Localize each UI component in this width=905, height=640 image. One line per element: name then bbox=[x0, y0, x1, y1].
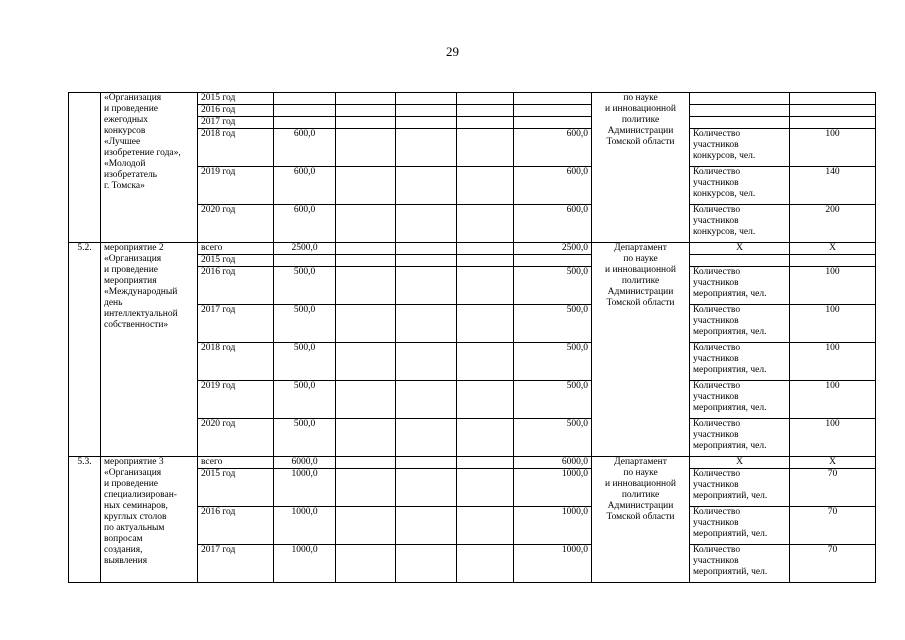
indicator-value: 70 bbox=[790, 545, 876, 583]
indicator-value: X bbox=[790, 243, 876, 255]
regional-budget-amount: 600,0 bbox=[514, 167, 592, 205]
indicator-name: Количество участников мероприятий, чел. bbox=[690, 469, 790, 507]
table-row bbox=[69, 93, 876, 105]
year-cell: 2019 год bbox=[198, 167, 274, 205]
empty-cell bbox=[457, 267, 514, 305]
empty-cell bbox=[457, 469, 514, 507]
table-row bbox=[69, 457, 876, 469]
indicator-name: Количество участников конкурсов, чел. bbox=[690, 129, 790, 167]
empty-cell bbox=[336, 129, 396, 167]
indicator-value bbox=[790, 105, 876, 117]
empty-cell bbox=[396, 205, 457, 243]
year-cell: всего bbox=[198, 243, 274, 255]
year-cell: 2015 год bbox=[198, 93, 274, 105]
empty-cell bbox=[457, 419, 514, 457]
empty-cell bbox=[396, 419, 457, 457]
total-amount: 6000,0 bbox=[274, 457, 336, 469]
indicator-name bbox=[690, 117, 790, 129]
year-cell: 2018 год bbox=[198, 129, 274, 167]
total-amount: 500,0 bbox=[274, 267, 336, 305]
empty-cell bbox=[336, 457, 396, 469]
year-cell: 2015 год bbox=[198, 255, 274, 267]
total-amount: 1000,0 bbox=[274, 545, 336, 583]
empty-cell bbox=[457, 305, 514, 343]
empty-cell bbox=[396, 93, 457, 105]
empty-cell bbox=[396, 117, 457, 129]
empty-cell bbox=[457, 381, 514, 419]
empty-cell bbox=[336, 117, 396, 129]
indicator-name: Количество участников мероприятия, чел. bbox=[690, 381, 790, 419]
indicator-name: Количество участников мероприятия, чел. bbox=[690, 419, 790, 457]
empty-cell bbox=[457, 343, 514, 381]
empty-cell bbox=[396, 469, 457, 507]
empty-cell bbox=[336, 267, 396, 305]
indicator-value: 100 bbox=[790, 381, 876, 419]
responsible-department: Департамент по науке и инновационной политике Администрации Томской области bbox=[592, 243, 690, 457]
regional-budget-amount: 1000,0 bbox=[514, 545, 592, 583]
empty-cell bbox=[457, 93, 514, 105]
regional-budget-amount: 500,0 bbox=[514, 343, 592, 381]
indicator-name: Количество участников конкурсов, чел. bbox=[690, 167, 790, 205]
year-cell: 2016 год bbox=[198, 105, 274, 117]
regional-budget-amount: 1000,0 bbox=[514, 469, 592, 507]
total-amount: 600,0 bbox=[274, 205, 336, 243]
empty-cell bbox=[396, 343, 457, 381]
regional-budget-amount bbox=[514, 105, 592, 117]
indicator-value: X bbox=[790, 457, 876, 469]
indicator-value: 200 bbox=[790, 205, 876, 243]
indicator-name: Количество участников конкурсов, чел. bbox=[690, 205, 790, 243]
empty-cell bbox=[336, 105, 396, 117]
total-amount: 2500,0 bbox=[274, 243, 336, 255]
total-amount: 500,0 bbox=[274, 381, 336, 419]
empty-cell bbox=[336, 469, 396, 507]
year-cell: 2015 год bbox=[198, 469, 274, 507]
empty-cell bbox=[457, 205, 514, 243]
year-cell: 2017 год bbox=[198, 117, 274, 129]
empty-cell bbox=[457, 243, 514, 255]
empty-cell bbox=[396, 545, 457, 583]
empty-cell bbox=[396, 129, 457, 167]
empty-cell bbox=[457, 117, 514, 129]
total-amount: 1000,0 bbox=[274, 469, 336, 507]
indicator-value bbox=[790, 93, 876, 105]
indicator-value bbox=[790, 255, 876, 267]
empty-cell bbox=[336, 255, 396, 267]
activity-name: «Организация и проведение ежегодных конкурсов «Лучшее изобретение года», «Молодой изобретатель г. Томска» bbox=[101, 93, 198, 243]
empty-cell bbox=[336, 205, 396, 243]
activity-name: мероприятие 3 «Организация и проведение специализирован- ных семинаров, круглых столов по актуальным вопросам создания, выявления bbox=[101, 457, 198, 583]
empty-cell bbox=[396, 167, 457, 205]
regional-budget-amount: 500,0 bbox=[514, 267, 592, 305]
total-amount bbox=[274, 117, 336, 129]
indicator-name: X bbox=[690, 457, 790, 469]
row-number: 5.3. bbox=[69, 457, 101, 583]
responsible-department: по науке и инновационной политике Администрации Томской области bbox=[592, 93, 690, 243]
activity-name: мероприятие 2 «Организация и проведение мероприятия «Международный день интеллектуальной собственности» bbox=[101, 243, 198, 457]
indicator-name bbox=[690, 93, 790, 105]
indicator-value: 70 bbox=[790, 507, 876, 545]
row-number: 5.2. bbox=[69, 243, 101, 457]
regional-budget-amount bbox=[514, 117, 592, 129]
empty-cell bbox=[457, 457, 514, 469]
indicator-name: Количество участников мероприятия, чел. bbox=[690, 343, 790, 381]
empty-cell bbox=[396, 105, 457, 117]
indicator-name: Количество участников мероприятий, чел. bbox=[690, 507, 790, 545]
empty-cell bbox=[336, 545, 396, 583]
indicator-value: 100 bbox=[790, 129, 876, 167]
year-cell: всего bbox=[198, 457, 274, 469]
regional-budget-amount: 500,0 bbox=[514, 305, 592, 343]
empty-cell bbox=[336, 343, 396, 381]
total-amount: 500,0 bbox=[274, 305, 336, 343]
empty-cell bbox=[336, 305, 396, 343]
total-amount bbox=[274, 93, 336, 105]
empty-cell bbox=[336, 381, 396, 419]
total-amount: 1000,0 bbox=[274, 507, 336, 545]
empty-cell bbox=[336, 419, 396, 457]
empty-cell bbox=[457, 167, 514, 205]
empty-cell bbox=[336, 243, 396, 255]
empty-cell bbox=[336, 167, 396, 205]
total-amount: 500,0 bbox=[274, 343, 336, 381]
year-cell: 2019 год bbox=[198, 381, 274, 419]
empty-cell bbox=[457, 545, 514, 583]
regional-budget-amount: 6000,0 bbox=[514, 457, 592, 469]
empty-cell bbox=[396, 507, 457, 545]
year-cell: 2018 год bbox=[198, 343, 274, 381]
regional-budget-amount: 2500,0 bbox=[514, 243, 592, 255]
year-cell: 2017 год bbox=[198, 545, 274, 583]
regional-budget-amount bbox=[514, 93, 592, 105]
empty-cell bbox=[336, 93, 396, 105]
empty-cell bbox=[457, 105, 514, 117]
indicator-value bbox=[790, 117, 876, 129]
indicator-name: Количество участников мероприятия, чел. bbox=[690, 305, 790, 343]
page-number: 29 bbox=[446, 44, 459, 59]
year-cell: 2016 год bbox=[198, 267, 274, 305]
empty-cell bbox=[396, 381, 457, 419]
total-amount: 500,0 bbox=[274, 419, 336, 457]
indicator-value: 100 bbox=[790, 267, 876, 305]
table-row bbox=[69, 243, 876, 255]
regional-budget-amount: 1000,0 bbox=[514, 507, 592, 545]
indicator-value: 100 bbox=[790, 343, 876, 381]
regional-budget-amount: 600,0 bbox=[514, 205, 592, 243]
empty-cell bbox=[457, 255, 514, 267]
empty-cell bbox=[457, 129, 514, 167]
regional-budget-amount: 500,0 bbox=[514, 381, 592, 419]
indicator-name bbox=[690, 105, 790, 117]
indicator-value: 100 bbox=[790, 305, 876, 343]
indicator-value: 100 bbox=[790, 419, 876, 457]
year-cell: 2017 год bbox=[198, 305, 274, 343]
indicator-name bbox=[690, 255, 790, 267]
total-amount: 600,0 bbox=[274, 129, 336, 167]
empty-cell bbox=[396, 255, 457, 267]
indicator-name: X bbox=[690, 243, 790, 255]
empty-cell bbox=[457, 507, 514, 545]
total-amount bbox=[274, 255, 336, 267]
regional-budget-amount bbox=[514, 255, 592, 267]
empty-cell bbox=[396, 267, 457, 305]
empty-cell bbox=[396, 243, 457, 255]
regional-budget-amount: 500,0 bbox=[514, 419, 592, 457]
indicator-value: 140 bbox=[790, 167, 876, 205]
indicator-name: Количество участников мероприятий, чел. bbox=[690, 545, 790, 583]
row-number bbox=[69, 93, 101, 243]
total-amount: 600,0 bbox=[274, 167, 336, 205]
year-cell: 2020 год bbox=[198, 205, 274, 243]
regional-budget-amount: 600,0 bbox=[514, 129, 592, 167]
responsible-department: Департамент по науке и инновационной политике Администрации Томской области bbox=[592, 457, 690, 583]
year-cell: 2020 год bbox=[198, 419, 274, 457]
year-cell: 2016 год bbox=[198, 507, 274, 545]
indicator-value: 70 bbox=[790, 469, 876, 507]
total-amount bbox=[274, 105, 336, 117]
empty-cell bbox=[396, 457, 457, 469]
program-table bbox=[68, 92, 876, 583]
empty-cell bbox=[396, 305, 457, 343]
indicator-name: Количество участников мероприятия, чел. bbox=[690, 267, 790, 305]
empty-cell bbox=[336, 507, 396, 545]
